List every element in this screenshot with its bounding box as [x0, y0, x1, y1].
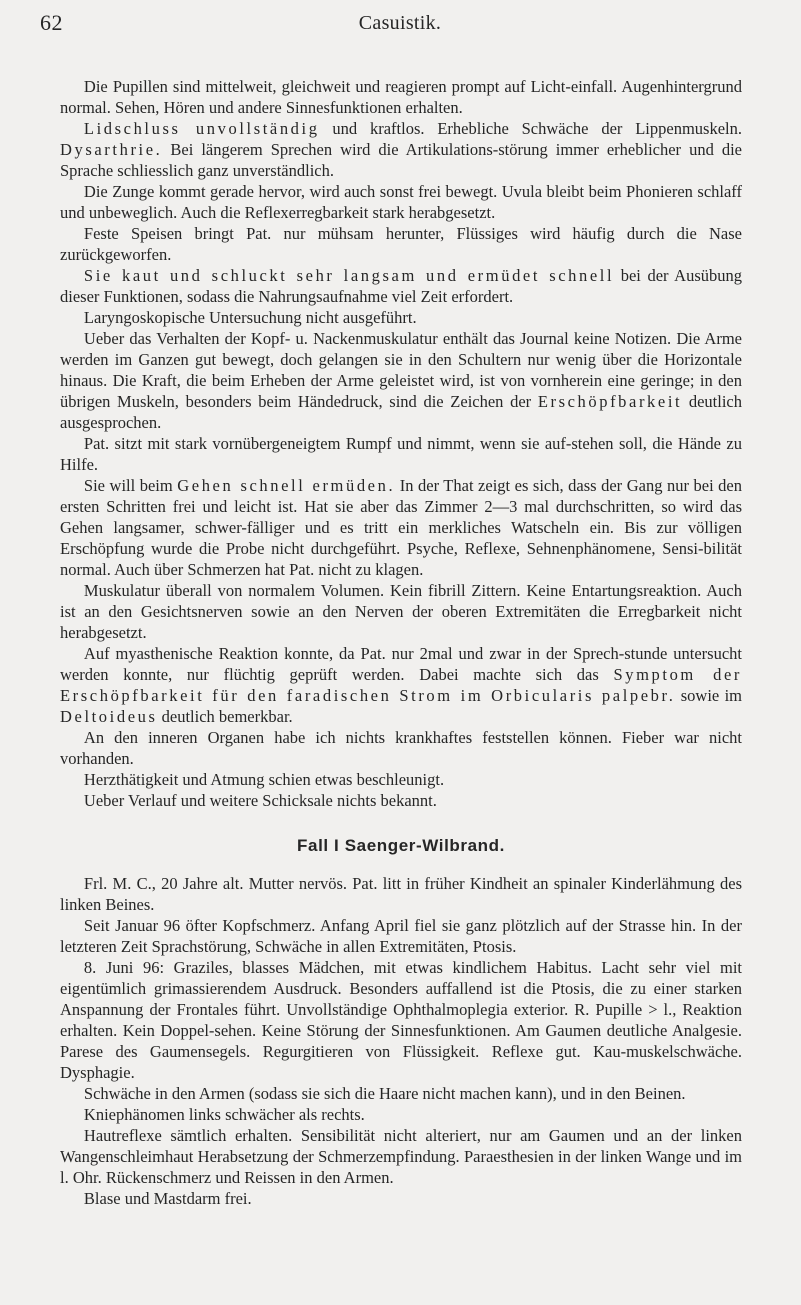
paragraph — [60, 475, 742, 580]
emphasis: Deltoideus — [60, 707, 158, 726]
paragraph: Frl. M. C., 20 Jahre alt. Mutter nervös. Pat. litt in früher Kindheit an spinaler Kinderlähmung des linken Beines. — [60, 874, 742, 914]
paragraph: Feste Speisen bringt Pat. nur mühsam herunter, Flüssiges wird häufig durch die Nase zurückgeworfen. — [60, 224, 742, 264]
paragraph: Die Zunge kommt gerade hervor, wird auch sonst frei bewegt. Uvula bleibt beim Phonieren schlaff und unbeweglich. Auch die Reflexerregbarkeit stark herabgesetzt. — [60, 182, 742, 222]
text-run: deutlich ausgesprochen. — [60, 392, 742, 432]
emphasis: Erschöpfbarkeit — [537, 392, 683, 411]
text-run: deutlich bemerkbar. — [157, 707, 293, 726]
paragraph: An den inneren Organen habe ich nichts krankhaftes feststellen können. Fieber war nicht vorhanden. — [60, 728, 742, 768]
paragraph: Kniephänomen links schwächer als rechts. — [83, 1105, 365, 1124]
paragraph: 8. Juni 96: Graziles, blasses Mädchen, mit etwas kindlichem Habitus. Lacht sehr viel mit eigentümlich grimassierendem Ausdruck. Besonders auffallend ist die Ptosis, die zu einer starken Anspannung der Frontales führt. Unvollständige Ophthalmoplegia exterior. R. Pupille > l., Reaktion erhalten. Kein Doppel-sehen. Keine Störung der Sinnesfunktionen. Am Gaumen deutliche Analgesie. Parese des Gaumensegels. Regurgitieren von Flüssigkeit. Reflexe gut. Kau-muskelschwäche. Dysphagie. — [60, 958, 742, 1082]
paragraph: Ueber Verlauf und weitere Schicksale nichts bekannt. — [83, 791, 437, 810]
paragraph: Schwäche in den Armen (sodass sie sich die Haare nicht machen kann), und in den Beinen. — [83, 1084, 686, 1103]
text-run: sowie im — [675, 686, 742, 705]
paragraph: Die Pupillen sind mittelweit, gleichweit und reagieren prompt auf Licht-einfall. Augenhintergrund normal. Sehen, Hören und andere Sinnesfunktionen erhalten. — [60, 77, 742, 117]
paragraph — [60, 328, 742, 433]
emphasis: Sie kaut und schluckt sehr langsam und ermüdet schnell — [83, 266, 615, 285]
case-heading: Fall I Saenger-Wilbrand. — [297, 836, 505, 855]
emphasis: Dysarthrie. — [60, 140, 163, 159]
emphasis: Gehen schnell ermüden. — [177, 476, 396, 495]
page-header — [40, 10, 760, 40]
paragraph — [60, 118, 742, 181]
emphasis: Lidschluss unvollständig — [83, 119, 320, 138]
text-run: und kraftlos. Erhebliche Schwäche der Lippenmuskeln. — [319, 119, 743, 138]
paragraph: Herzthätigkeit und Atmung schien etwas beschleunigt. — [83, 770, 445, 789]
paragraph: Pat. sitzt mit stark vornübergeneigtem Rumpf und nimmt, wenn sie auf-stehen soll, die Hände zu Hilfe. — [60, 434, 742, 474]
text-run: bei der Ausübung dieser Funktionen, sodass die Nahrungsaufnahme viel Zeit erfordert. — [60, 266, 743, 306]
paragraph — [60, 265, 742, 307]
text-run: In der That zeigt es sich, dass der Gang nur bei den ersten Schritten frei und leicht ist. Hat sie aber das Zimmer 2—3 mal durchschritten, so wird das Gehen langsamer, schwer-fälliger und es tritt ein merkliches Watscheln ein. Bis zur völligen Erschöpfung wurde die Probe nicht durchgeführt. Psyche, Reflexe, Sehnenphänomene, Sensi-bilität normal. Auch über Schmerzen hat Pat. nicht zu klagen. — [60, 476, 743, 579]
text-run: Bei längerem Sprechen wird die Artikulations-störung immer erheblicher und die Sprache schliesslich ganz unverständlich. — [60, 140, 742, 180]
paragraph — [60, 643, 742, 727]
emphasis: Symptom der Erschöpfbarkeit für den faradischen Strom im Orbicularis palpebr. — [60, 665, 742, 705]
text-run: Ueber das Verhalten der Kopf- u. Nackenmuskulatur enthält das Journal keine Notizen. Die Arme werden im Ganzen gut bewegt, doch gelangen sie in den Schultern nur wenig über die Horizontale hinaus. Die Kraft, die beim Erheben der Arme geleistet wird, ist von vornherein eine geringe; in den übrigen Muskeln, besonders beim Händedruck, sind die Zeichen der — [60, 329, 742, 411]
paragraph: Blase und Mastdarm frei. — [83, 1189, 252, 1208]
paragraph: Hautreflexe sämtlich erhalten. Sensibilität nicht alteriert, nur am Gaumen und an der linken Wangenschleimhaut Herabsetzung der Schmerzempfindung. Paraesthesien in der linken Wange und im l. Ohr. Rückenschmerz und Reissen in den Armen. — [60, 1126, 742, 1187]
page-number: 62 — [40, 10, 63, 35]
body-text — [60, 76, 742, 1209]
text-run: Auf myasthenische Reaktion konnte, da Pat. nur 2mal und zwar in der Sprech-stunde untersucht werden konnte, nur flüchtig geprüft werden. Dabei machte sich das — [60, 644, 742, 684]
paragraph: Muskulatur überall von normalem Volumen. Kein fibrill Zittern. Keine Entartungsreaktion. Auch ist an den Gesichtsnerven sowie an den Nerven der oberen Extremitäten die Erregbarkeit nicht herabgesetzt. — [60, 581, 742, 642]
running-head: Casuistik. — [358, 12, 442, 34]
text-run: Sie will beim — [83, 476, 178, 495]
paragraph: Seit Januar 96 öfter Kopfschmerz. Anfang April fiel sie ganz plötzlich auf der Strasse hin. In der letzteren Zeit Sprachstörung, Schwäche in allen Extremitäten, Ptosis. — [60, 916, 742, 956]
paragraph: Laryngoskopische Untersuchung nicht ausgeführt. — [83, 308, 417, 327]
